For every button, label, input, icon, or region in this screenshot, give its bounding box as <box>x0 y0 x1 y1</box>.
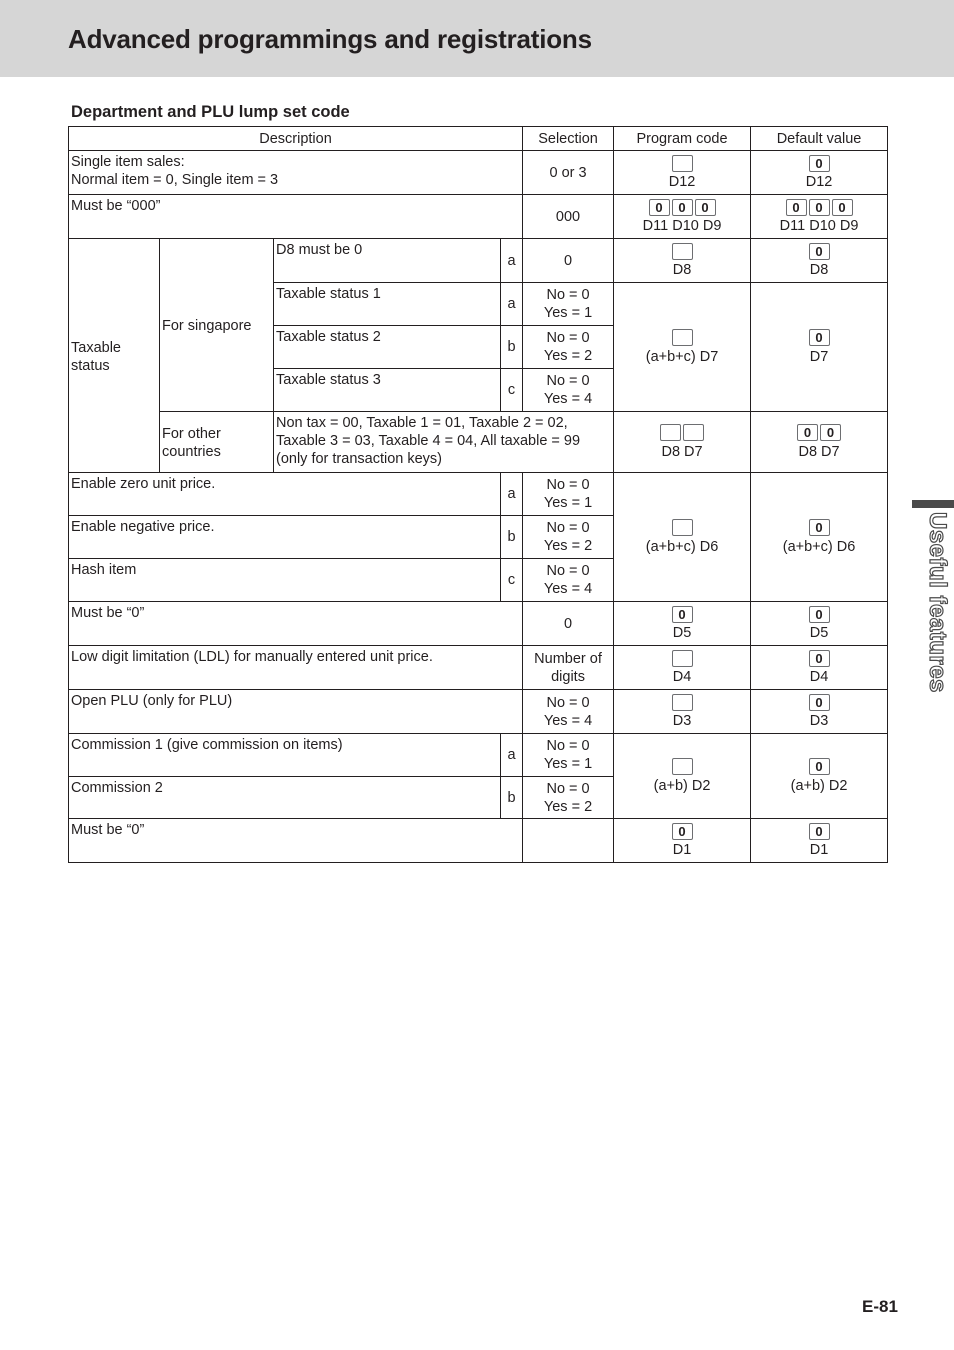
default-value-cell <box>751 602 888 646</box>
description-cell: Low digit limitation (LDL) for manually entered unit price. <box>69 646 523 690</box>
description-cell: Commission 1 (give commission on items) <box>69 734 501 777</box>
digit-label: D3 <box>672 713 692 729</box>
default-value-cell <box>751 283 888 412</box>
zero-key-icon: 0 <box>809 155 830 172</box>
table-row <box>69 473 888 516</box>
selection-text: Yes = 4 <box>543 581 593 597</box>
digit-label: D5 <box>809 625 829 641</box>
zero-key-icon: 0 <box>809 329 830 346</box>
group-label: Taxable <box>71 339 121 356</box>
selection-cell <box>523 473 614 516</box>
selection-text: No = 0 <box>546 563 590 579</box>
digit-label: D11 D10 D9 <box>642 218 722 234</box>
digit-label: D11 D10 D9 <box>779 218 859 234</box>
selection-text: Yes = 2 <box>543 538 593 554</box>
program-code-cell <box>614 602 751 646</box>
default-value-cell <box>751 473 888 602</box>
selection-text: Yes = 2 <box>543 798 593 815</box>
sub-letter-cell: a <box>501 734 523 777</box>
selection-cell <box>523 326 614 369</box>
sub-letter-cell: b <box>501 326 523 369</box>
zero-key-icon: 0 <box>649 199 670 216</box>
header-selection: Selection <box>523 127 614 151</box>
digit-label: (a+b+c) D7 <box>645 348 719 365</box>
selection-text: Yes = 4 <box>543 712 593 729</box>
selection-text: No = 0 <box>546 477 590 493</box>
description-cell: Must be “000” <box>69 195 523 239</box>
program-code-cell <box>614 690 751 734</box>
description-cell: Taxable status 2 <box>274 326 501 369</box>
selection-text: No = 0 <box>546 520 590 536</box>
group-label: countries <box>162 444 221 460</box>
zero-key-icon: 0 <box>695 199 716 216</box>
group-label: For other <box>162 426 221 442</box>
description-text: Taxable 3 = 03, Taxable 4 = 04, All taxable = 99 <box>276 433 581 449</box>
program-code-cell <box>614 646 751 690</box>
blank-key-icon <box>672 758 693 775</box>
digit-label: (a+b+c) D6 <box>782 538 856 555</box>
description-cell: Must be “0” <box>69 819 523 863</box>
program-code-cell <box>614 195 751 239</box>
digit-label: D8 <box>672 262 692 278</box>
blank-key-icon <box>660 424 681 441</box>
zero-key-icon: 0 <box>672 606 693 623</box>
table-row <box>69 195 888 239</box>
taxable-status-group-cell <box>69 239 160 473</box>
selection-cell <box>523 690 614 734</box>
blank-key-icon <box>672 329 693 346</box>
description-cell: Commission 2 <box>69 777 501 819</box>
lump-set-code-table <box>68 126 888 863</box>
table-row <box>69 646 888 690</box>
sub-letter-cell: a <box>501 473 523 516</box>
digit-label: (a+b+c) D6 <box>645 538 719 555</box>
digit-label: D7 <box>809 348 829 365</box>
description-cell: Hash item <box>69 559 501 602</box>
zero-key-icon: 0 <box>809 199 830 216</box>
program-code-cell <box>614 283 751 412</box>
table-row <box>69 819 888 863</box>
selection-text: Yes = 4 <box>543 391 593 407</box>
zero-key-icon: 0 <box>820 424 841 441</box>
digit-label: D12 <box>668 174 696 190</box>
selection-text: Yes = 1 <box>543 305 593 321</box>
digit-label: D5 <box>672 625 692 641</box>
table-row <box>69 151 888 195</box>
digit-label: (a+b) D2 <box>653 777 711 794</box>
selection-text: No = 0 <box>546 330 590 346</box>
program-code-cell <box>614 473 751 602</box>
header-description: Description <box>69 127 523 151</box>
program-code-cell <box>614 239 751 283</box>
selection-text: No = 0 <box>546 738 590 754</box>
description-text: Non tax = 00, Taxable 1 = 01, Taxable 2 = 02, <box>276 415 568 431</box>
side-tab <box>912 498 954 698</box>
page-number: E-81 <box>862 1297 898 1316</box>
sub-letter-cell: b <box>501 516 523 559</box>
description-cell <box>69 151 523 195</box>
selection-cell: 0 <box>523 239 614 283</box>
table-row <box>69 690 888 734</box>
sub-letter-cell: a <box>501 239 523 283</box>
program-code-cell <box>614 819 751 863</box>
description-text: Single item sales: <box>71 154 185 170</box>
selection-cell <box>523 646 614 690</box>
selection-cell <box>523 559 614 602</box>
table-row <box>69 734 888 777</box>
blank-key-icon <box>672 519 693 536</box>
digit-label: D8 D7 <box>661 443 703 460</box>
selection-cell: 000 <box>523 195 614 239</box>
selection-text: No = 0 <box>546 694 590 711</box>
selection-text: digits <box>551 668 585 685</box>
blank-key-icon <box>672 694 693 711</box>
sub-letter-cell: b <box>501 777 523 819</box>
selection-cell <box>523 516 614 559</box>
digit-label: (a+b) D2 <box>790 777 848 794</box>
selection-text: No = 0 <box>546 373 590 389</box>
selection-text: Yes = 1 <box>543 756 593 772</box>
digit-label: D4 <box>809 669 829 685</box>
program-code-cell <box>614 412 751 473</box>
description-cell: Enable zero unit price. <box>69 473 501 516</box>
program-code-cell <box>614 734 751 819</box>
header-program-code: Program code <box>614 127 751 151</box>
default-value-cell <box>751 819 888 863</box>
selection-cell: 0 or 3 <box>523 151 614 195</box>
header-default-value: Default value <box>751 127 888 151</box>
selection-text: No = 0 <box>546 780 590 797</box>
table-header-row <box>69 127 888 151</box>
zero-key-icon: 0 <box>672 199 693 216</box>
zero-key-icon: 0 <box>809 650 830 667</box>
blank-key-icon <box>672 243 693 260</box>
side-tab-label: Useful features <box>924 512 951 693</box>
selection-cell <box>523 777 614 819</box>
zero-key-icon: 0 <box>809 243 830 260</box>
group-label: status <box>71 357 110 374</box>
table-row <box>69 602 888 646</box>
description-cell: Taxable status 3 <box>274 369 501 412</box>
default-value-cell <box>751 412 888 473</box>
digit-label: D1 <box>809 842 829 858</box>
digit-label: D8 D7 <box>798 443 840 460</box>
zero-key-icon: 0 <box>786 199 807 216</box>
selection-text: No = 0 <box>546 287 590 303</box>
selection-cell <box>523 819 614 863</box>
default-value-cell <box>751 151 888 195</box>
description-cell: Must be “0” <box>69 602 523 646</box>
default-value-cell <box>751 195 888 239</box>
zero-key-icon: 0 <box>809 823 830 840</box>
digit-label: D12 <box>805 174 833 190</box>
for-singapore-cell: For singapore <box>160 239 274 412</box>
side-tab-bar <box>912 500 954 508</box>
default-value-cell <box>751 690 888 734</box>
digit-label: D4 <box>672 669 692 685</box>
selection-cell <box>523 369 614 412</box>
for-other-countries-cell <box>160 412 274 473</box>
blank-key-icon <box>672 155 693 172</box>
zero-key-icon: 0 <box>832 199 853 216</box>
zero-key-icon: 0 <box>809 758 830 775</box>
selection-text: Number of <box>534 650 602 667</box>
zero-key-icon: 0 <box>809 694 830 711</box>
description-cell: Taxable status 1 <box>274 283 501 326</box>
table-row <box>69 239 888 283</box>
digit-label: D1 <box>672 842 692 858</box>
default-value-cell <box>751 734 888 819</box>
description-text: Normal item = 0, Single item = 3 <box>71 172 279 188</box>
program-code-cell <box>614 151 751 195</box>
sub-letter-cell: c <box>501 559 523 602</box>
sub-letter-cell: c <box>501 369 523 412</box>
description-cell <box>274 412 614 473</box>
selection-text: Yes = 1 <box>543 495 593 511</box>
section-title: Department and PLU lump set code <box>71 103 350 121</box>
blank-key-icon <box>683 424 704 441</box>
zero-key-icon: 0 <box>672 823 693 840</box>
selection-cell: 0 <box>523 602 614 646</box>
selection-cell <box>523 283 614 326</box>
default-value-cell <box>751 239 888 283</box>
selection-text: Yes = 2 <box>543 348 593 364</box>
digit-label: D3 <box>809 713 829 729</box>
selection-cell <box>523 734 614 777</box>
description-cell: D8 must be 0 <box>274 239 501 283</box>
blank-key-icon <box>672 650 693 667</box>
zero-key-icon: 0 <box>797 424 818 441</box>
sub-letter-cell: a <box>501 283 523 326</box>
page-title: Advanced programmings and registrations <box>68 24 592 54</box>
description-cell: Open PLU (only for PLU) <box>69 690 523 734</box>
zero-key-icon: 0 <box>809 519 830 536</box>
default-value-cell <box>751 646 888 690</box>
digit-label: D8 <box>809 262 829 278</box>
table-row <box>69 412 888 473</box>
zero-key-icon: 0 <box>809 606 830 623</box>
description-cell: Enable negative price. <box>69 516 501 559</box>
description-text: (only for transaction keys) <box>276 451 443 467</box>
